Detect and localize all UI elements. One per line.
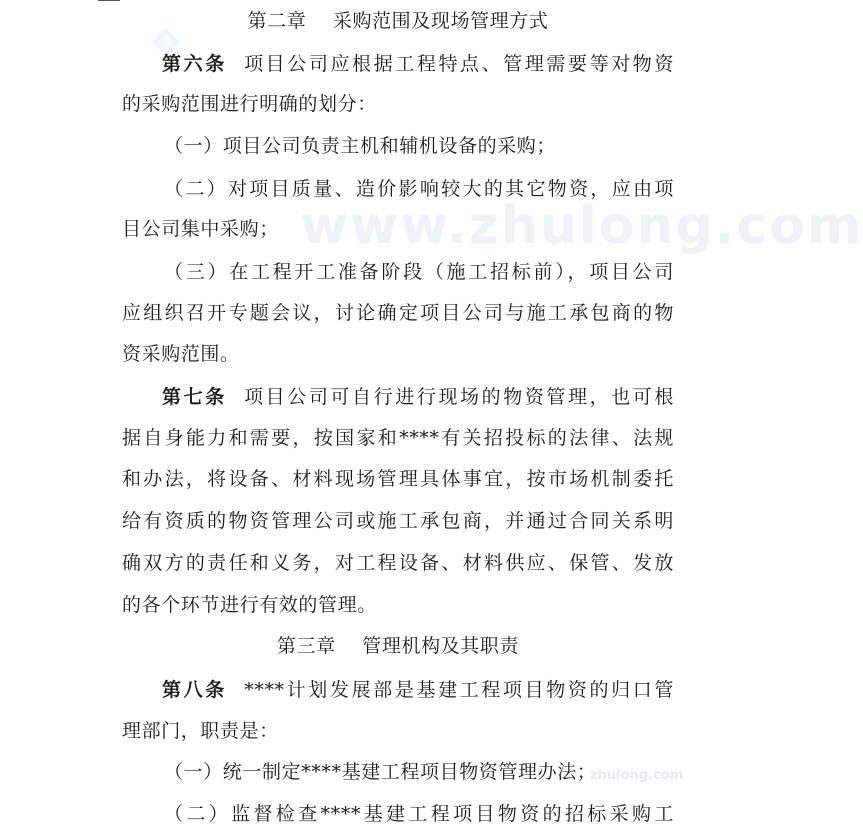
article-6-item-1: （一）项目公司负责主机和辅机设备的采购； [164, 135, 557, 157]
article-7-label: 第七条 [162, 386, 227, 408]
chapter-2-title: 第二章 采购范围及现场管理方式 [247, 10, 549, 32]
watermark-text: www.zhulong.com [300, 196, 863, 256]
article-6-line-2: 的采购范围进行明确的划分： [122, 93, 377, 115]
article-6-item-3-line-3: 资采购范围。 [122, 343, 240, 365]
article-6-label: 第六条 [162, 53, 227, 75]
article-8-item-1: （一）统一制定****基建工程项目物资管理办法； [164, 761, 597, 783]
article-8-line-1 [122, 678, 674, 702]
article-7-text-1: 项目公司可自行进行现场的物资管理，也可根 [244, 386, 674, 408]
article-6-item-2-line-1: （二）对项目质量、造价影响较大的其它物资，应由项 [164, 178, 674, 200]
article-8-text-1: ****计划发展部是基建工程项目物资的归口管 [244, 679, 675, 701]
article-6-text-1: 项目公司应根据工程特点、管理需要等对物资 [244, 53, 674, 75]
article-8-label: 第八条 [162, 679, 227, 701]
article-8-item-2: （二）监督检查****基建工程项目物资的招标采购工 [164, 803, 674, 825]
article-7-line-5: 确双方的责任和义务，对工程设备、材料供应、保管、发放 [122, 552, 674, 574]
article-7-line-3: 和办法，将设备、材料现场管理具体事宜，按市场机制委托 [122, 468, 674, 490]
article-6-item-2-line-2: 目公司集中采购； [122, 218, 279, 240]
article-6-line-1 [122, 52, 674, 76]
article-7-line-1 [122, 385, 674, 409]
article-7-line-4: 给有资质的物资管理公司或施工承包商，并通过合同关系明 [122, 510, 674, 532]
article-7-line-2: 据自身能力和需要，按国家和****有关招投标的法律、法规 [122, 427, 674, 449]
article-6-item-3-line-1: （三）在工程开工准备阶段（施工招标前），项目公司 [164, 261, 674, 283]
watermark-small-text: zhulong.com [590, 768, 684, 783]
article-7-line-6: 的各个环节进行有效的管理。 [122, 594, 377, 616]
chapter-3-title: 第三章 管理机构及其职责 [276, 635, 520, 657]
page-corner-mark [98, 0, 120, 1]
article-6-item-3-line-2: 应组织召开专题会议，讨论确定项目公司与施工承包商的物 [122, 302, 674, 324]
article-8-line-2: 理部门，职责是： [122, 720, 279, 742]
